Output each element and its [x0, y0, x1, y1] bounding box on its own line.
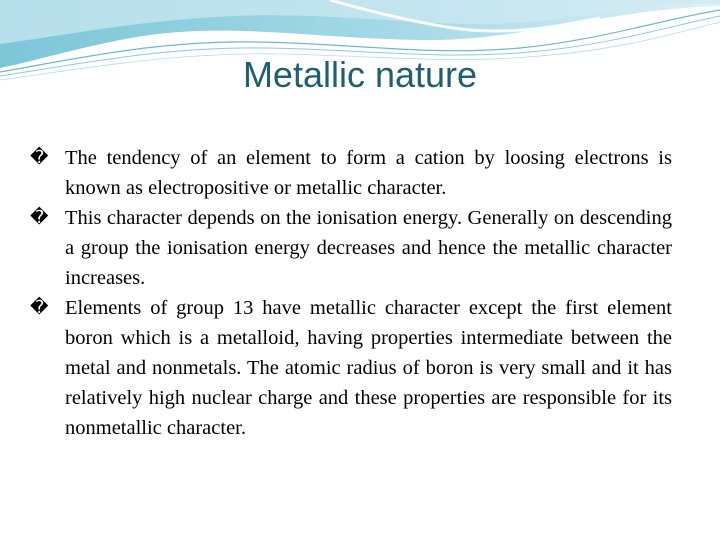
- bullet-text: This character depends on the ionisation energy. Generally on descending a group the ionisation energy decreases and hence the metallic character increases.: [65, 207, 672, 289]
- bullet-glyph-icon: �: [30, 147, 49, 168]
- bullet-item: [30, 293, 672, 443]
- bullet-glyph-icon: �: [30, 207, 49, 228]
- slide-title: Metallic nature: [242, 54, 478, 95]
- bullet-text: The tendency of an element to form a cation by loosing electrons is known as electropositive or metallic character.: [65, 147, 672, 199]
- bullet-text: Elements of group 13 have metallic character except the first element boron which is a metalloid, having properties intermediate between the metal and nonmetals. The atomic radius of boron is very small and it has relatively high nuclear charge and these properties are responsible for its nonmetallic character.: [65, 297, 672, 439]
- bullet-list: [30, 143, 672, 443]
- bullet-item: [30, 143, 672, 203]
- bullet-item: [30, 203, 672, 293]
- bullet-glyph-icon: �: [30, 297, 49, 318]
